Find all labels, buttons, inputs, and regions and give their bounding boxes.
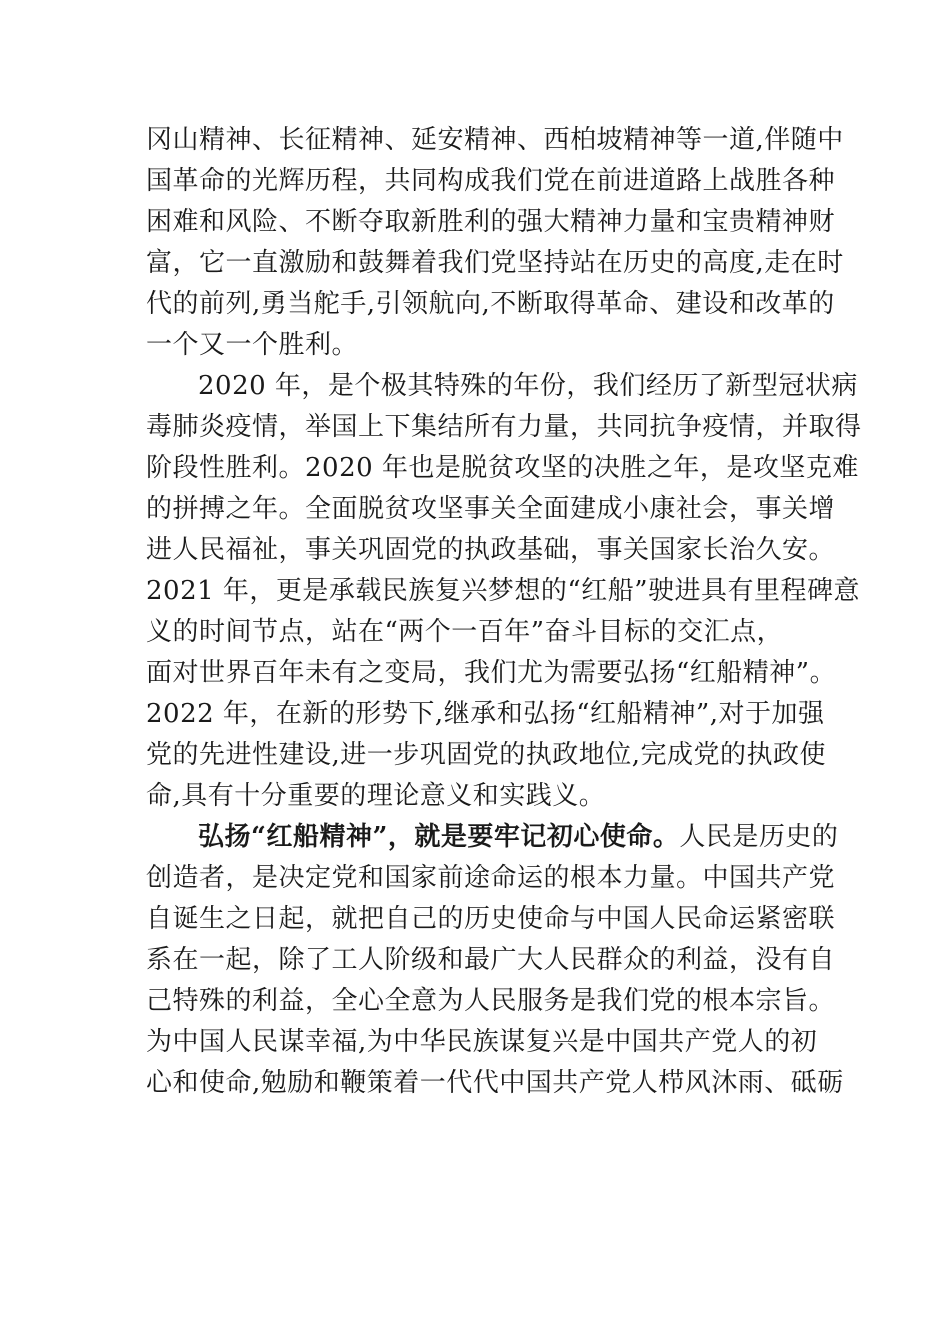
paragraph-line: 的拼搏之年。全面脱贫攻坚事关全面建成小康社会，事关增 (146, 494, 836, 524)
paragraph-line: 国革命的光辉历程，共同构成我们党在前进道路上战胜各种 (146, 166, 836, 196)
paragraph-line: 2022 年，在新的形势下,继承和弘扬“红船精神”,对于加强 (146, 699, 825, 729)
document-body (146, 120, 862, 1104)
paragraph-line: 2020 年，是个极其特殊的年份，我们经历了新型冠状病 (198, 371, 858, 401)
paragraph-line: 阶段性胜利。2020 年也是脱贫攻坚的决胜之年，是攻坚克难 (146, 453, 859, 483)
paragraph-line: 创造者，是决定党和国家前途命运的根本力量。中国共产党 (146, 863, 836, 893)
paragraph-first-line (146, 817, 839, 858)
paragraph-line: 自诞生之日起，就把自己的历史使命与中国人民命运紧密联 (146, 904, 836, 934)
paragraph-line: 一个又一个胜利。 (146, 330, 359, 360)
paragraph-3 (146, 817, 844, 1104)
paragraph-lead-sentence: 弘扬“红船精神”，就是要牢记初心使命。 (198, 822, 680, 852)
paragraph-line: 代的前列,勇当舵手,引领航向,不断取得革命、建设和改革的 (146, 289, 835, 319)
paragraph-2 (146, 366, 862, 817)
paragraph-line: 党的先进性建设,进一步巩固党的执政地位,完成党的执政使 (146, 740, 827, 770)
paragraph-line: 义的时间节点，站在“两个一百年”奋斗目标的交汇点， (146, 617, 784, 647)
paragraph-line: 2021 年，更是承载民族复兴梦想的“红船”驶进具有里程碑意 (146, 576, 861, 606)
paragraph-line: 冈山精神、长征精神、延安精神、西柏坡精神等一道,伴随中 (146, 125, 844, 155)
paragraph-line: 心和使命,勉励和鞭策着一代代中国共产党人栉风沐雨、砥砺 (146, 1068, 844, 1098)
paragraph-1 (146, 120, 844, 366)
paragraph-line: 富，它一直激励和鼓舞着我们党坚持站在历史的高度,走在时 (146, 248, 844, 278)
paragraph-line: 进人民福祉，事关巩固党的执政基础，事关国家长治久安。 (146, 535, 836, 565)
paragraph-line: 毒肺炎疫情，举国上下集结所有力量，共同抗争疫情，并取得 (146, 412, 862, 442)
paragraph-line: 面对世界百年未有之变局，我们尤为需要弘扬“红船精神”。 (146, 658, 837, 688)
paragraph-line: 困难和风险、不断夺取新胜利的强大精神力量和宝贵精神财 (146, 207, 836, 237)
paragraph-lead-rest: 人民是历史的 (679, 822, 839, 852)
paragraph-line: 系在一起，除了工人阶级和最广大人民群众的利益，没有自 (146, 945, 836, 975)
paragraph-line: 命,具有十分重要的理论意义和实践义。 (146, 781, 606, 811)
paragraph-line: 己特殊的利益，全心全意为人民服务是我们党的根本宗旨。 (146, 986, 836, 1016)
paragraph-line: 为中国人民谋幸福,为中华民族谋复兴是中国共产党人的初 (146, 1027, 818, 1057)
